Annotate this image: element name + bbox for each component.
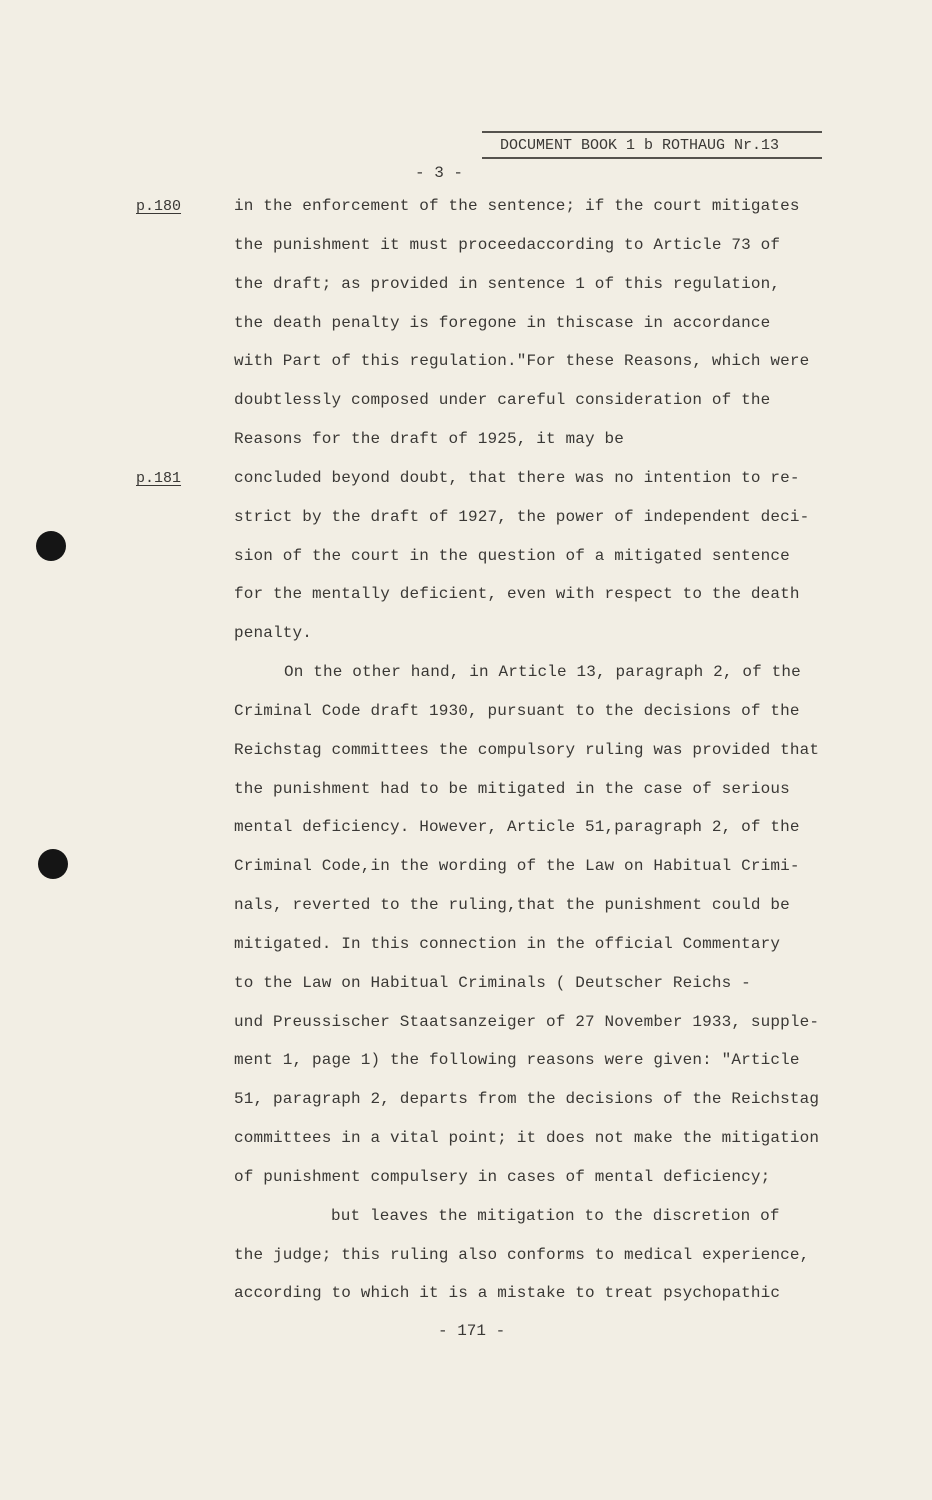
body-text-line: Reasons for the draft of 1925, it may be <box>234 430 625 448</box>
body-text-line: nals, reverted to the ruling,that the punishment could be <box>234 896 790 914</box>
body-text-line: in the enforcement of the sentence; if the court mitigates <box>234 197 800 215</box>
body-text-line: penalty. <box>234 624 313 642</box>
body-text-line: the punishment it must proceedaccording to Article 73 of <box>234 236 781 254</box>
body-text-line: the death penalty is foregone in thiscase in accordance <box>234 314 771 332</box>
body-text-line: the judge; this ruling also conforms to medical experience, <box>234 1246 810 1264</box>
body-text-line: und Preussischer Staatsanzeiger of 27 November 1933, supple- <box>234 1013 820 1031</box>
body-text-line: doubtlessly composed under careful consideration of the <box>234 391 771 409</box>
body-text-line: strict by the draft of 1927, the power of independent deci- <box>234 508 810 526</box>
margin-note-page-ref: p.180 <box>136 198 182 215</box>
body-text-line: sion of the court in the question of a mitigated sentence <box>234 547 790 565</box>
punch-hole <box>36 531 66 561</box>
body-text-line: the punishment had to be mitigated in the case of serious <box>234 780 790 798</box>
body-text-line: mitigated. In this connection in the official Commentary <box>234 935 781 953</box>
body-text-line: Criminal Code draft 1930, pursuant to the decisions of the <box>234 702 800 720</box>
body-text-line: the draft; as provided in sentence 1 of this regulation, <box>234 275 781 293</box>
margin-note-page-ref: p.181 <box>136 470 182 487</box>
body-text-line: Reichstag committees the compulsory ruling was provided that <box>234 741 820 759</box>
body-text-line: ment 1, page 1) the following reasons were given: "Article <box>234 1051 800 1069</box>
body-text-line: according to which it is a mistake to treat psychopathic <box>234 1284 781 1302</box>
body-text-line: 51, paragraph 2, departs from the decisions of the Reichstag <box>234 1090 820 1108</box>
document-book-reference: DOCUMENT BOOK 1 b ROTHAUG Nr.13 <box>500 137 780 154</box>
body-text-line: to the Law on Habitual Criminals ( Deutscher Reichs - <box>234 974 751 992</box>
body-text-line: concluded beyond doubt, that there was no intention to re- <box>234 469 800 487</box>
document-header <box>482 131 822 159</box>
page-number: - 3 - <box>415 164 464 182</box>
body-text-line: with Part of this regulation."For these Reasons, which were <box>234 352 810 370</box>
body-text-line: mental deficiency. However, Article 51,paragraph 2, of the <box>234 818 800 836</box>
body-text-line: committees in a vital point; it does not make the mitigation <box>234 1129 820 1147</box>
body-text-line: for the mentally deficient, even with respect to the death <box>234 585 800 603</box>
body-text-line: of punishment compulsery in cases of mental deficiency; <box>234 1168 771 1186</box>
body-text-line: but leaves the mitigation to the discretion of <box>331 1207 780 1225</box>
body-text-line: Criminal Code,in the wording of the Law on Habitual Crimi- <box>234 857 800 875</box>
body-text-line: On the other hand, in Article 13, paragraph 2, of the <box>284 663 801 681</box>
footer-page-number: - 171 - <box>438 1322 506 1340</box>
punch-hole <box>38 849 68 879</box>
